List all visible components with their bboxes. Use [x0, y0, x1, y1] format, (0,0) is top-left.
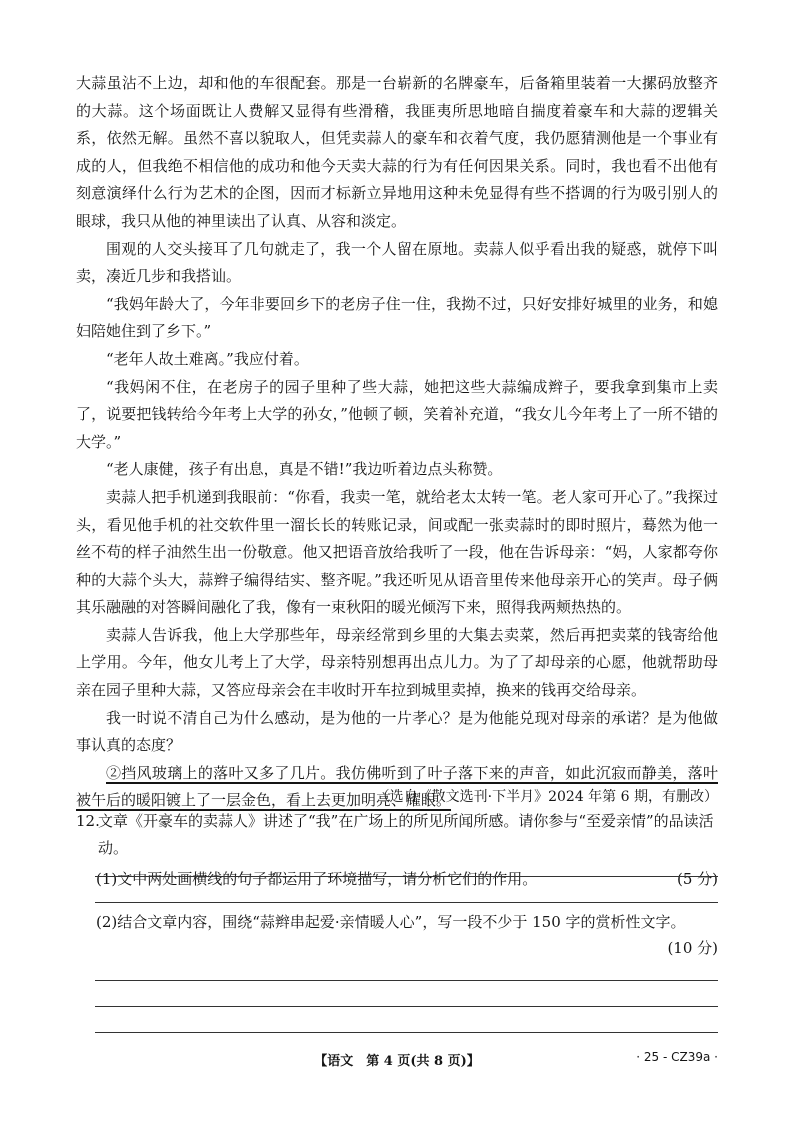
reading-passage [76, 70, 718, 815]
page-footer: 【语文 第 4 页(共 8 页)】 [314, 1054, 480, 1069]
question-12 [76, 808, 718, 893]
answer-line[interactable] [95, 876, 718, 877]
underlined-sentence-2: ②挡风玻璃上的落叶又多了几片。我仿佛听到了叶子落下来的声音，如此沉寂而静美，落叶被午后的暖阳镀上了一层金色，看上去更加明亮、耀眼。 [76, 763, 718, 810]
passage-paragraph-3: “我妈年龄大了，今年非要回乡下的老房子住一住，我拗不过，只好安排好城里的业务，和媳妇陪她住到了乡下。” [76, 294, 718, 341]
passage-paragraph-5: “我妈闲不住，在老房子的园子里种了些大蒜，她把这些大蒜编成辫子，要我拿到集市上卖了，说要把钱转给今年考上大学的孙女，”他顿了顿，笑着补充道，“我女儿今年考上了一所不错的大学。” [76, 377, 718, 451]
answer-line[interactable] [95, 902, 718, 903]
answer-line[interactable] [95, 1032, 718, 1033]
sub-question-2-score: (10 分) [667, 939, 718, 957]
sub-question-1-score: (5 分) [676, 870, 718, 888]
paper-code: · 25 - CZ39a · [636, 1050, 718, 1064]
sub-question-1-text: (1)文中两处画横线的句子都运用了环境描写，请分析它们的作用。 [96, 870, 538, 888]
sub-question-2-text: (2)结合文章内容，围绕“蒜辫串起爱·亲情暖人心”，写一段不少于 150 字的赏析性文字。 [96, 913, 686, 931]
passage-paragraph-8: 卖蒜人告诉我，他上大学那些年，母亲经常到乡里的大集去卖菜，然后再把卖菜的钱寄给他上学用。今年，他女儿考上了大学，母亲特别想再出点儿力。为了了却母亲的心愿，他就帮助母亲在园子里种大蒜，又答应母亲会在丰收时开车拉到城里卖掉，换来的钱再交给母亲。 [76, 625, 718, 700]
sub-question-1 [96, 866, 718, 893]
answer-line[interactable] [95, 980, 718, 981]
question-prompt: 文章《开豪车的卖蒜人》讲述了“我”在广场上的所见所闻所感。请你参与“至爱亲情”的品读活动。 [98, 812, 714, 857]
passage-paragraph-2: 围观的人交头接耳了几句就走了，我一个人留在原地。卖蒜人似乎看出我的疑惑，就停下叫卖，凑近几步和我搭讪。 [76, 239, 718, 286]
passage-paragraph-7: 卖蒜人把手机递到我眼前：“你看，我卖一笔，就给老太太转一笔。老人家可开心了。”我探过头，看见他手机的社交软件里一溜长长的转账记录，间或配一张卖蒜时的即时照片，蓦然为他一丝不苟的样子油然生出一份敬意。他又把语音放给我听了一段，他在告诉母亲：“妈，人家都夸你种的大蒜个头大，蒜辫子编得结实、整齐呢。”我还听见从语音里传来他母亲开心的笑声。母子俩其乐融融的对答瞬间融化了我，像有一束秋阳的暖光倾泻下来，照得我两颊热热的。 [76, 487, 718, 617]
passage-paragraph-1: 大蒜虽沾不上边，却和他的车很配套。那是一台崭新的名牌豪车，后备箱里装着一大摞码放整齐的大蒜。这个场面既让人费解又显得有些滑稽，我匪夷所思地暗自揣度着豪车和大蒜的逻辑关系，依然无解。虽然不喜以貌取人，但凭卖蒜人的豪车和衣着气度，我仍愿猜测他是一个事业有成的人，但我绝不相信他的成功和他今天卖大蒜的行为有任何因果关系。同时，我也看不出他有刻意演绎什么行为艺术的企图，因而才标新立异地用这种未免显得有些不搭调的行为吸引别人的眼球，我只从他的神里读出了认真、从容和淡定。 [76, 74, 718, 230]
passage-paragraph-6: “老人康健，孩子有出息，真是不错!”我边听着边点头称赞。 [106, 460, 503, 479]
passage-source: （选自《散文选刊·下半月》2024 年第 6 期，有删改） [375, 789, 718, 805]
passage-paragraph-4: “老年人故土难离。”我应付着。 [106, 349, 309, 368]
question-number: 12. [76, 812, 100, 830]
passage-paragraph-9: 我一时说不清自己为什么感动，是为他的一片孝心？是为他能兑现对母亲的承诺？是为他做事认真的态度？ [76, 708, 718, 755]
answer-line[interactable] [95, 1006, 718, 1007]
